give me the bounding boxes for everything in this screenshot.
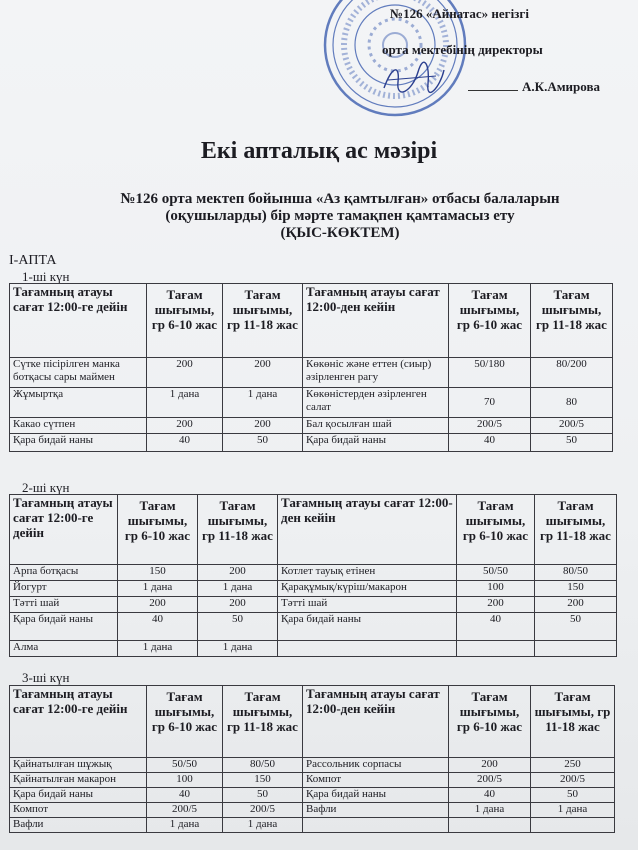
table-row (10, 358, 613, 388)
cell-dish-after: Вафли (303, 803, 449, 818)
page-subtitle (40, 191, 638, 242)
cell-dish-before: Компот (10, 803, 147, 818)
col-portion-11-18: Тағам шығымы, гр 11-18 жас (223, 686, 303, 758)
cell-portion-11-18: 1 дана (198, 581, 278, 597)
cell-dish-after: Компот (303, 773, 449, 788)
table-row (10, 388, 613, 418)
approval-position: орта мектебінің директоры (382, 42, 543, 57)
cell-portion-11-18-after: 50 (531, 434, 613, 452)
cell-portion-11-18-after: 80/50 (535, 565, 617, 581)
table-row (10, 613, 617, 641)
cell-portion-11-18: 80/50 (223, 758, 303, 773)
cell-portion-6-10: 200 (147, 358, 223, 388)
cell-portion-6-10-after (449, 818, 531, 833)
cell-dish-before: Вафли (10, 818, 147, 833)
cell-portion-6-10-after: 200 (457, 597, 535, 613)
cell-portion-11-18: 50 (223, 788, 303, 803)
col-portion-6-10: Тағам шығымы, гр 6-10 жас (147, 284, 223, 358)
cell-dish-after: Тәтті шай (278, 597, 457, 613)
cell-portion-6-10-after: 70 (449, 388, 531, 418)
cell-portion-11-18-after: 200/5 (531, 418, 613, 434)
cell-dish-after: Көкөніс және еттен (сиыр) әзірленген рагу (303, 358, 449, 388)
day-2-table (9, 494, 617, 657)
col-portion-6-10: Тағам шығымы, гр 6-10 жас (118, 495, 198, 565)
cell-dish-after (303, 818, 449, 833)
approval-director-name: А.К.Амирова (522, 79, 600, 94)
cell-portion-11-18-after: 250 (531, 758, 615, 773)
week-label: I-АПТА (9, 253, 57, 268)
cell-dish-before: Йогурт (10, 581, 118, 597)
cell-portion-6-10-after: 1 дана (449, 803, 531, 818)
subtitle-line-1: №126 орта мектеп бойынша «Аз қамтылған» отбасы балаларын (120, 191, 560, 207)
cell-portion-6-10-after: 200/5 (449, 773, 531, 788)
cell-portion-6-10-after: 50/180 (449, 358, 531, 388)
cell-portion-11-18-after: 50 (531, 788, 615, 803)
cell-portion-11-18-after: 80/200 (531, 358, 613, 388)
cell-dish-before: Тәтті шай (10, 597, 118, 613)
cell-portion-6-10: 1 дана (118, 581, 198, 597)
cell-dish-after: Котлет тауық етінен (278, 565, 457, 581)
cell-dish-before: Қайнатылған шұжық (10, 758, 147, 773)
col-portion-6-10-after: Тағам шығымы, гр 6-10 жас (449, 284, 531, 358)
cell-portion-6-10: 40 (118, 613, 198, 641)
table-header-row (10, 686, 615, 758)
cell-dish-before: Қара бидай наны (10, 788, 147, 803)
day-1-label: 1-ші күн (22, 269, 70, 284)
col-name-after: Тағамның атауы сағат 12:00-ден кейін (303, 284, 449, 358)
table-row (10, 758, 615, 773)
cell-portion-6-10-after: 200 (449, 758, 531, 773)
cell-portion-11-18: 200 (223, 418, 303, 434)
signature-mark (378, 58, 448, 98)
cell-portion-6-10: 1 дана (147, 388, 223, 418)
cell-portion-6-10: 1 дана (147, 818, 223, 833)
table-row (10, 418, 613, 434)
col-portion-6-10-after: Тағам шығымы, гр 6-10 жас (457, 495, 535, 565)
table-header-row (10, 284, 613, 358)
col-portion-11-18: Тағам шығымы, гр 11-18 жас (223, 284, 303, 358)
page-title: Екі апталық ас мәзірі (200, 138, 438, 164)
col-name-before: Тағамның атауы сағат 12:00-ге дейін (10, 686, 147, 758)
signature-line (468, 90, 518, 91)
table-row (10, 818, 615, 833)
day-3-label: 3-ші күн (22, 670, 70, 685)
cell-portion-6-10: 200/5 (147, 803, 223, 818)
cell-portion-11-18-after: 200/5 (531, 773, 615, 788)
cell-portion-11-18: 200 (223, 358, 303, 388)
cell-portion-6-10: 200 (118, 597, 198, 613)
day-2-label: 2-ші күн (22, 480, 70, 495)
col-portion-6-10: Тағам шығымы, гр 6-10 жас (147, 686, 223, 758)
cell-portion-6-10-after (457, 641, 535, 657)
cell-dish-after: Рассольник сорпасы (303, 758, 449, 773)
cell-dish-after: Көкөністерден әзірленген салат (303, 388, 449, 418)
cell-portion-11-18-after (535, 641, 617, 657)
table-row (10, 565, 617, 581)
cell-portion-11-18: 1 дана (198, 641, 278, 657)
cell-portion-6-10: 150 (118, 565, 198, 581)
cell-portion-11-18-after: 80 (531, 388, 613, 418)
table-row (10, 803, 615, 818)
cell-dish-before: Арпа ботқасы (10, 565, 118, 581)
cell-dish-after: Қарақұмық/күріш/макарон (278, 581, 457, 597)
cell-dish-after: Бал қосылған шай (303, 418, 449, 434)
table-row (10, 434, 613, 452)
col-portion-11-18-after: Тағам шығымы, гр 11-18 жас (535, 495, 617, 565)
cell-portion-6-10-after: 40 (449, 434, 531, 452)
cell-portion-11-18: 50 (198, 613, 278, 641)
cell-dish-before: Қара бидай наны (10, 613, 118, 641)
col-portion-11-18-after: Тағам шығымы, гр 11-18 жас (531, 284, 613, 358)
cell-portion-6-10: 50/50 (147, 758, 223, 773)
table-header-row (10, 495, 617, 565)
subtitle-line-2: (оқушыларды) бір мәрте тамақпен қамтамасыз ету (165, 208, 515, 224)
cell-dish-before: Қайнатылған макарон (10, 773, 147, 788)
cell-portion-6-10: 40 (147, 434, 223, 452)
cell-dish-after: Қара бидай наны (303, 788, 449, 803)
cell-portion-6-10-after: 50/50 (457, 565, 535, 581)
cell-portion-11-18: 50 (223, 434, 303, 452)
cell-portion-6-10-after: 40 (457, 613, 535, 641)
col-name-after: Тағамның атауы сағат 12:00-ден кейін (303, 686, 449, 758)
cell-portion-6-10: 1 дана (118, 641, 198, 657)
cell-portion-11-18: 200 (198, 565, 278, 581)
table-row (10, 581, 617, 597)
cell-portion-11-18-after (531, 818, 615, 833)
cell-dish-before: Какао сүтпен (10, 418, 147, 434)
cell-portion-11-18: 1 дана (223, 388, 303, 418)
table-row (10, 641, 617, 657)
col-name-after: Тағамның атауы сағат 12:00-ден кейін (278, 495, 457, 565)
table-row (10, 597, 617, 613)
table-row (10, 788, 615, 803)
cell-dish-before: Алма (10, 641, 118, 657)
cell-portion-6-10-after: 40 (449, 788, 531, 803)
col-portion-11-18: Тағам шығымы, гр 11-18 жас (198, 495, 278, 565)
approval-school: №126 «Айнатас» негізгі (390, 6, 529, 21)
col-name-before: Тағамның атауы сағат 12:00-ге дейін (10, 284, 147, 358)
cell-dish-before: Қара бидай наны (10, 434, 147, 452)
cell-portion-11-18: 200 (198, 597, 278, 613)
cell-portion-6-10-after: 200/5 (449, 418, 531, 434)
cell-portion-11-18: 200/5 (223, 803, 303, 818)
cell-dish-before: Сүтке пісірілген манка ботқасы сары маймен (10, 358, 147, 388)
cell-dish-after: Қара бидай наны (278, 613, 457, 641)
cell-dish-after: Қара бидай наны (303, 434, 449, 452)
cell-portion-11-18-after: 150 (535, 581, 617, 597)
cell-portion-6-10: 100 (147, 773, 223, 788)
cell-portion-11-18-after: 50 (535, 613, 617, 641)
cell-portion-6-10-after: 100 (457, 581, 535, 597)
subtitle-line-3: (ҚЫС-КӨКТЕМ) (280, 225, 400, 241)
cell-portion-11-18: 150 (223, 773, 303, 788)
cell-portion-6-10: 40 (147, 788, 223, 803)
col-portion-11-18-after: Тағам шығымы, гр 11-18 жас (531, 686, 615, 758)
cell-portion-6-10: 200 (147, 418, 223, 434)
cell-portion-11-18: 1 дана (223, 818, 303, 833)
cell-portion-11-18-after: 200 (535, 597, 617, 613)
cell-dish-before: Жұмыртқа (10, 388, 147, 418)
cell-dish-after (278, 641, 457, 657)
day-1-table (9, 283, 613, 452)
day-3-table (9, 685, 615, 833)
cell-portion-11-18-after: 1 дана (531, 803, 615, 818)
col-portion-6-10-after: Тағам шығымы, гр 6-10 жас (449, 686, 531, 758)
col-name-before: Тағамның атауы сағат 12:00-ге дейін (10, 495, 118, 565)
table-row (10, 773, 615, 788)
